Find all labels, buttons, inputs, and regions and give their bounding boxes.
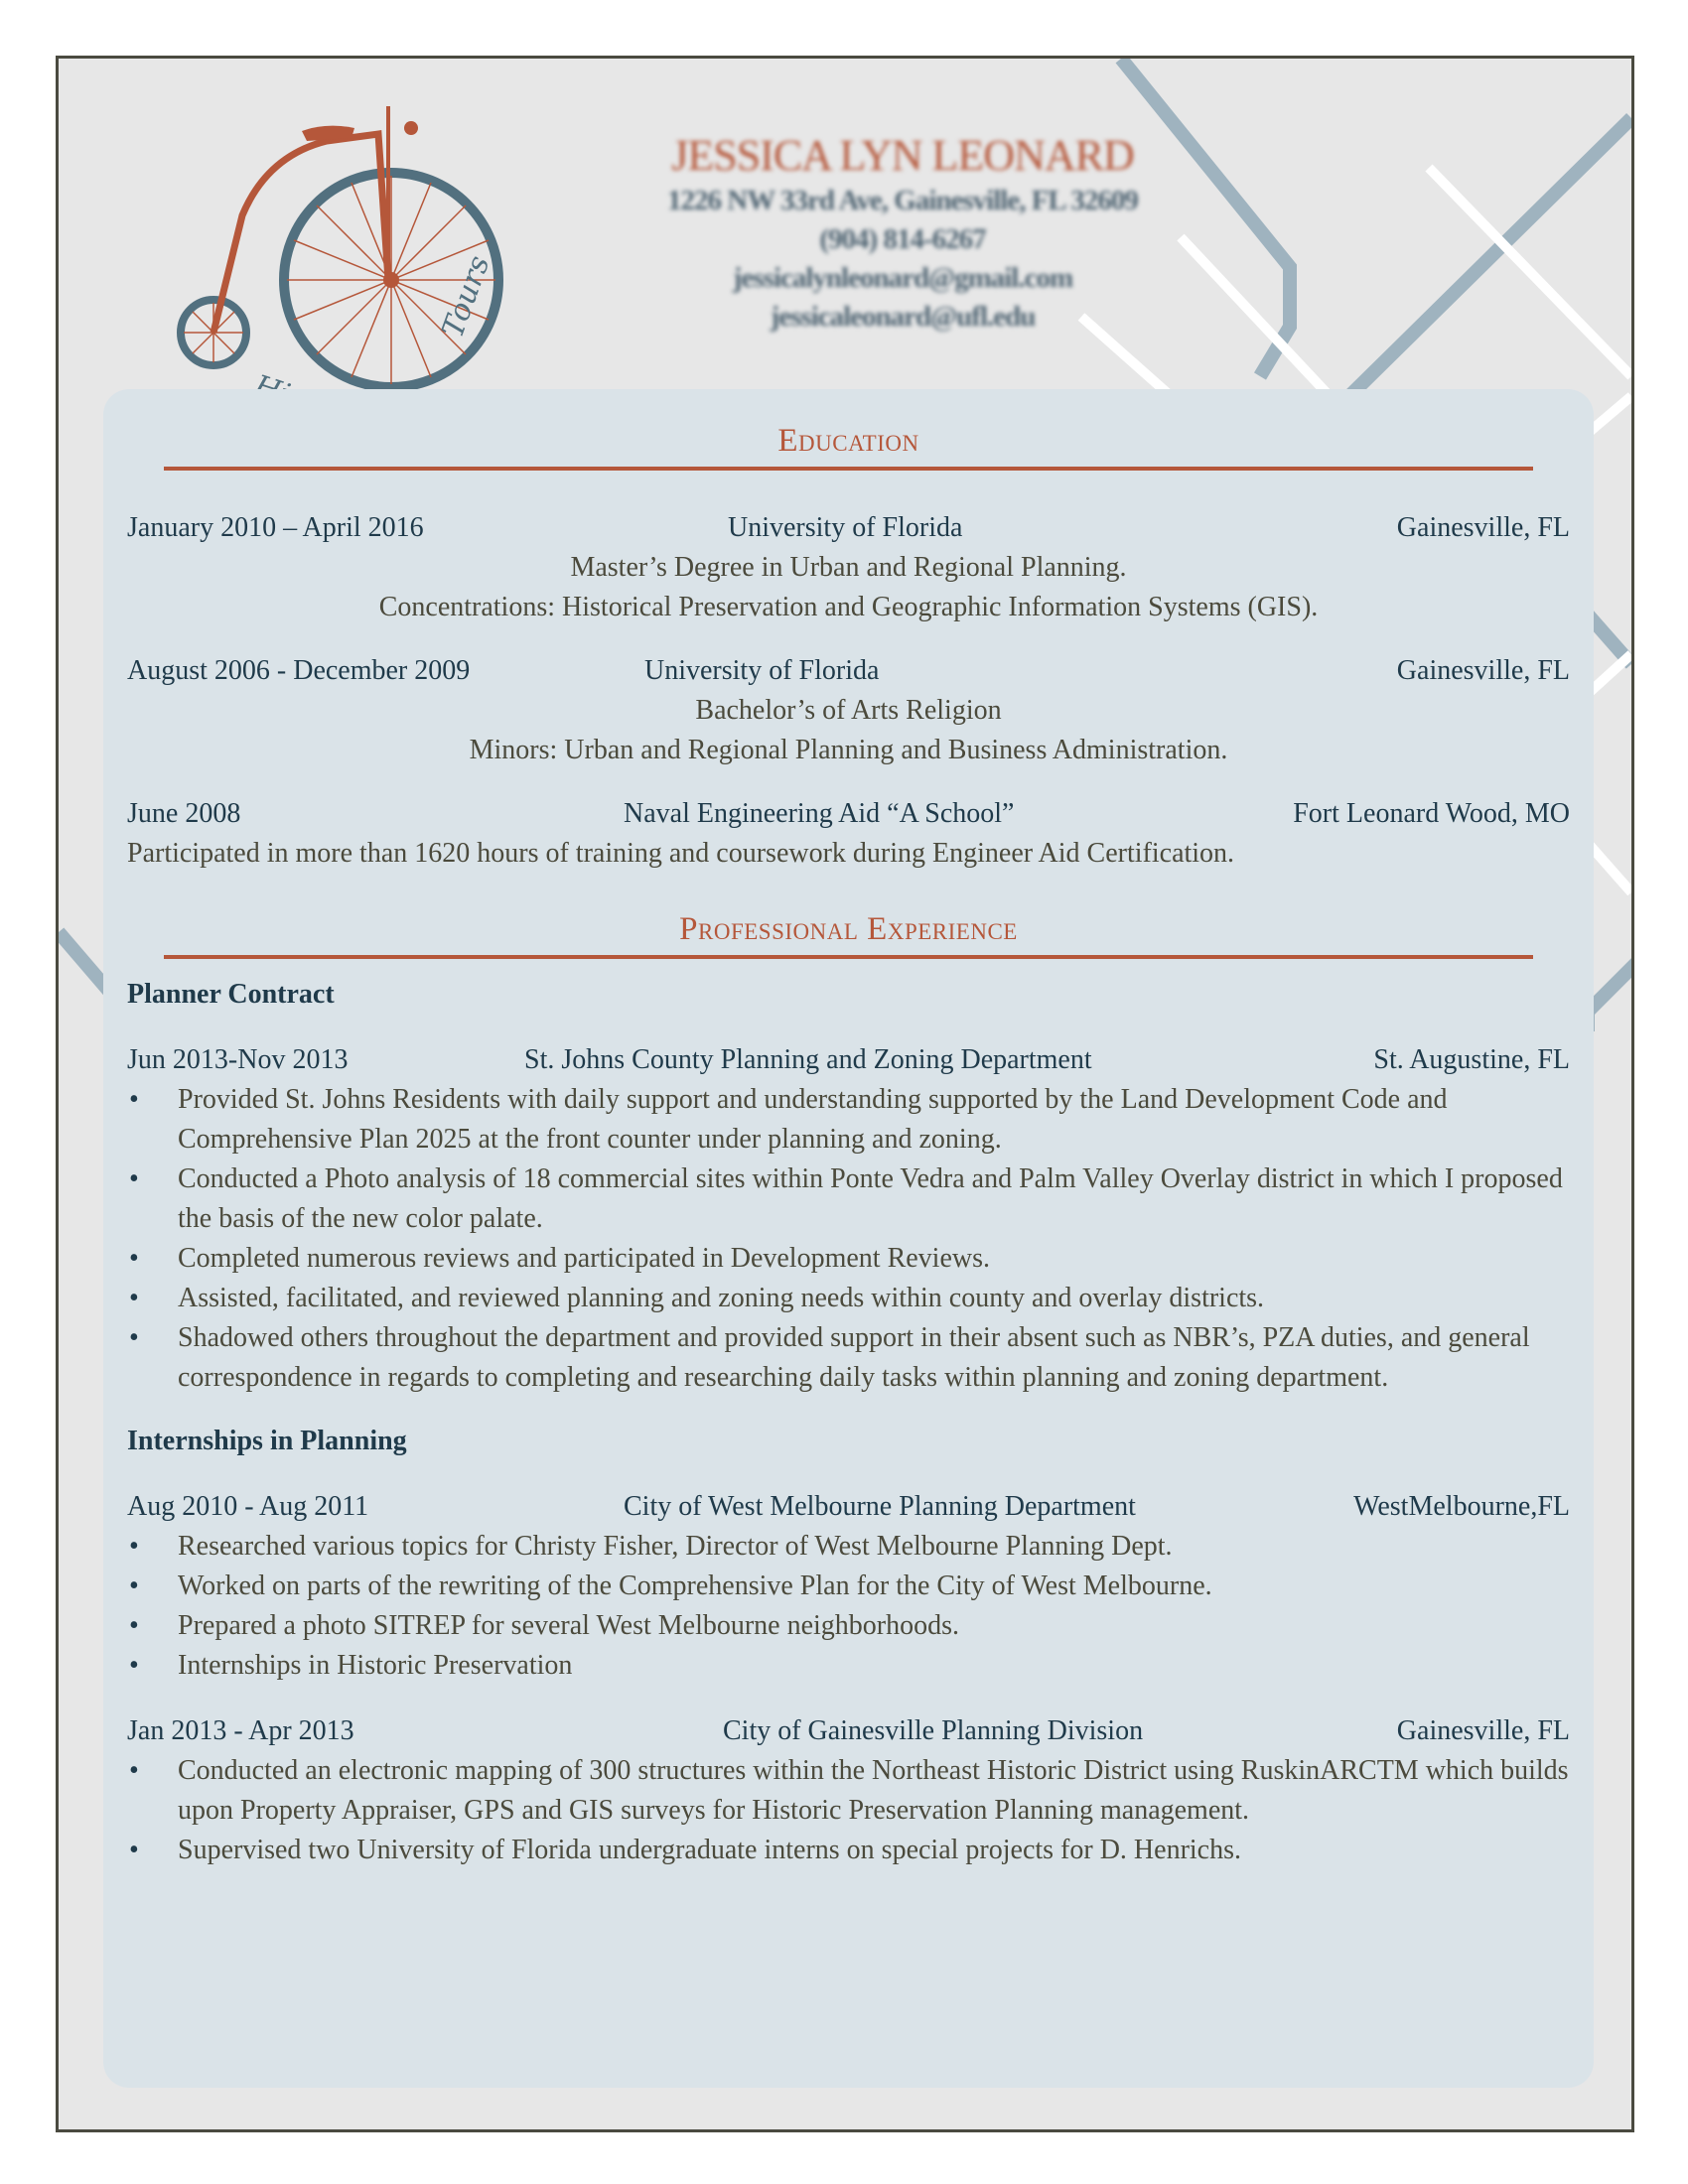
phone: (904) 814-6267 bbox=[819, 223, 986, 255]
email-link[interactable]: jessicalynleonard@gmail.com bbox=[732, 262, 1073, 294]
job-organization: City of West Melbourne Planning Department bbox=[624, 1491, 1136, 1522]
bullet-item: • Internships in Historic Preservation bbox=[129, 1650, 573, 1681]
bullet-item: • Conducted an electronic mapping of 300 structures within the Northeast Historic District using RuskinARCTM which builds upon Property Appraiser, GPS and GIS surveys for Historic Preservation Planning management. bbox=[129, 1755, 1569, 1826]
bullet-item: • Prepared a photo SITREP for several West Melbourne neighborhoods. bbox=[129, 1610, 960, 1641]
content-panel bbox=[103, 389, 1594, 2088]
education-entry bbox=[127, 651, 1570, 770]
job-location: WestMelbourne,FL bbox=[1353, 1491, 1570, 1522]
entry-school: University of Florida bbox=[644, 655, 880, 686]
entry-dates: January 2010 – April 2016 bbox=[127, 512, 424, 543]
job-location: Gainesville, FL bbox=[1396, 1715, 1570, 1746]
job-dates: Aug 2010 - Aug 2011 bbox=[127, 1491, 369, 1522]
entry-detail: Master’s Degree in Urban and Regional Planning. bbox=[570, 552, 1127, 583]
bullet-item: • Conducted a Photo analysis of 18 commercial sites within Ponte Vedra and Palm Valley Overlay district in which I proposed the basis of the new color palate. bbox=[129, 1163, 1563, 1234]
job-dates: Jan 2013 - Apr 2013 bbox=[127, 1715, 354, 1746]
education-entry bbox=[127, 794, 1570, 874]
job-dates: Jun 2013-Nov 2013 bbox=[127, 1044, 349, 1075]
entry-detail: Minors: Urban and Regional Planning and Business Administration. bbox=[469, 735, 1228, 765]
bullet-item: • Shadowed others throughout the department and provided support in their absent such as NBR’s, PZA duties, and general correspondence in regards to completing and researching daily tasks within planning and zoning department. bbox=[129, 1322, 1530, 1393]
entry-dates: August 2006 - December 2009 bbox=[127, 655, 471, 686]
subsection-title: Planner Contract bbox=[127, 979, 335, 1010]
entry-detail: Bachelor’s of Arts Religion bbox=[695, 695, 1002, 726]
job-location: St. Augustine, FL bbox=[1373, 1044, 1570, 1075]
bullet-item: • Researched various topics for Christy Fisher, Director of West Melbourne Planning Dept. bbox=[129, 1531, 1173, 1562]
entry-detail: Concentrations: Historical Preservation and Geographic Information Systems (GIS). bbox=[378, 592, 1319, 622]
job-bullets bbox=[127, 1080, 1570, 1398]
resume-page bbox=[56, 56, 1634, 2132]
education-entry bbox=[127, 508, 1570, 627]
section-heading-experience: Professional Experience bbox=[679, 911, 1018, 947]
entry-dates: June 2008 bbox=[127, 798, 241, 829]
bullet-item: • Completed numerous reviews and participated in Development Reviews. bbox=[129, 1243, 991, 1274]
entry-school: Naval Engineering Aid “A School” bbox=[624, 798, 1015, 829]
candidate-name: JESSICA LYN LEONARD bbox=[671, 131, 1134, 180]
penny-farthing-icon bbox=[181, 106, 498, 387]
bullet-item: • Supervised two University of Florida undergraduate interns on special projects for D. Henrichs. bbox=[129, 1835, 1241, 1865]
entry-location: Gainesville, FL bbox=[1396, 655, 1570, 686]
entry-school: University of Florida bbox=[728, 512, 963, 543]
section-heading-education: Education bbox=[777, 423, 919, 459]
job-organization: St. Johns County Planning and Zoning Department bbox=[524, 1044, 1092, 1075]
job-organization: City of Gainesville Planning Division bbox=[723, 1715, 1144, 1746]
email-link[interactable]: jessicaleonard@ufl.edu bbox=[770, 301, 1036, 333]
entry-detail: Participated in more than 1620 hours of training and coursework during Engineer Aid Certification. bbox=[127, 838, 1235, 869]
subsection-title: Internships in Planning bbox=[127, 1426, 407, 1456]
address: 1226 NW 33rd Ave, Gainesville, FL 32609 bbox=[667, 185, 1138, 216]
bullet-item: • Provided St. Johns Residents with daily support and understanding supported by the Land Development Code and Comprehensive Plan 2025 at the front counter under planning and zoning. bbox=[129, 1084, 1448, 1155]
job-bullets bbox=[127, 1751, 1570, 1870]
job-bullets bbox=[127, 1527, 1570, 1686]
entry-location: Fort Leonard Wood, MO bbox=[1293, 798, 1570, 829]
entry-location: Gainesville, FL bbox=[1396, 512, 1570, 543]
bullet-item: • Worked on parts of the rewriting of the Comprehensive Plan for the City of West Melbourne. bbox=[129, 1570, 1212, 1601]
bullet-item: • Assisted, facilitated, and reviewed planning and zoning needs within county and overlay districts. bbox=[129, 1283, 1265, 1313]
contact-header bbox=[505, 130, 1300, 337]
svg-text:Tours: Tours bbox=[435, 251, 497, 342]
